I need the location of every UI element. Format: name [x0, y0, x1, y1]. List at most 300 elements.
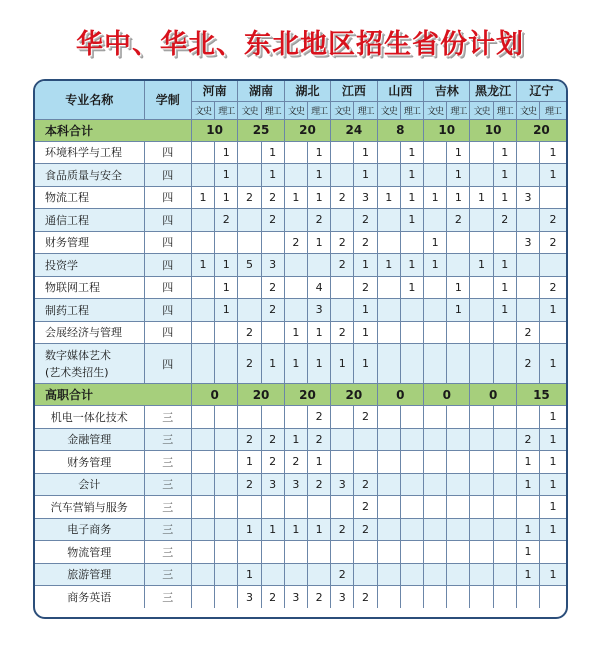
quota-cell — [284, 496, 307, 519]
quota-cell — [191, 518, 214, 541]
quota-cell — [470, 299, 493, 322]
quota-cell — [447, 406, 470, 429]
quota-cell: 2 — [540, 209, 566, 232]
quota-cell — [470, 428, 493, 451]
quota-cell: 1 — [400, 141, 423, 164]
quota-cell — [447, 473, 470, 496]
section-total-value: 15 — [516, 384, 566, 406]
quota-cell — [331, 209, 354, 232]
quota-cell — [516, 276, 539, 299]
page-title: 华中、华北、东北地区招生省份计划 — [76, 29, 524, 60]
quota-cell — [516, 209, 539, 232]
quota-cell — [331, 541, 354, 564]
quota-cell — [400, 541, 423, 564]
section-total-value: 20 — [516, 119, 566, 141]
quota-cell: 1 — [540, 428, 566, 451]
quota-cell — [447, 428, 470, 451]
quota-cell — [331, 428, 354, 451]
major-name-header: 专业名称 — [35, 81, 144, 119]
quota-cell: 1 — [354, 254, 377, 277]
section-total-value: 0 — [377, 384, 423, 406]
quota-cell: 2 — [215, 209, 238, 232]
major-row — [35, 254, 566, 277]
quota-cell — [284, 141, 307, 164]
quota-cell: 1 — [261, 164, 284, 187]
section-total-value: 25 — [238, 119, 284, 141]
quota-cell: 2 — [284, 231, 307, 254]
quota-cell: 2 — [540, 231, 566, 254]
quota-cell — [238, 406, 261, 429]
quota-cell: 1 — [307, 164, 330, 187]
quota-cell: 1 — [215, 299, 238, 322]
quota-cell — [470, 344, 493, 384]
quota-cell — [424, 209, 447, 232]
quota-cell — [400, 321, 423, 344]
stream-header-science: 理工 — [447, 101, 470, 119]
section-total-label: 高职合计 — [35, 384, 191, 406]
quota-cell — [261, 563, 284, 586]
quota-cell — [261, 321, 284, 344]
major-name: 商务英语 — [35, 586, 144, 609]
quota-cell — [307, 541, 330, 564]
program-length: 三 — [144, 451, 191, 474]
quota-cell — [516, 299, 539, 322]
quota-cell — [377, 496, 400, 519]
program-length: 三 — [144, 541, 191, 564]
quota-cell — [191, 164, 214, 187]
major-name: 制药工程 — [35, 299, 144, 322]
section-total-value: 8 — [377, 119, 423, 141]
major-name: 物流管理 — [35, 541, 144, 564]
quota-cell — [191, 428, 214, 451]
quota-cell — [424, 541, 447, 564]
quota-cell — [400, 586, 423, 609]
quota-cell — [284, 209, 307, 232]
quota-cell — [493, 451, 516, 474]
quota-cell: 2 — [238, 186, 261, 209]
quota-cell: 1 — [493, 186, 516, 209]
quota-cell: 1 — [307, 518, 330, 541]
quota-cell — [238, 209, 261, 232]
quota-cell — [470, 141, 493, 164]
quota-cell: 2 — [331, 254, 354, 277]
quota-cell — [354, 563, 377, 586]
quota-cell — [424, 428, 447, 451]
quota-cell — [377, 473, 400, 496]
quota-cell: 2 — [516, 428, 539, 451]
quota-cell: 2 — [261, 276, 284, 299]
major-name: 食品质量与安全 — [35, 164, 144, 187]
quota-cell: 1 — [215, 276, 238, 299]
province-header: 湖南 — [238, 81, 284, 101]
quota-cell — [191, 586, 214, 609]
stream-header-science: 理工 — [540, 101, 566, 119]
quota-cell — [424, 586, 447, 609]
quota-cell — [238, 541, 261, 564]
enrollment-plan-table — [35, 81, 566, 608]
quota-cell: 1 — [540, 406, 566, 429]
quota-cell — [493, 541, 516, 564]
program-length: 四 — [144, 276, 191, 299]
quota-cell — [215, 344, 238, 384]
quota-cell — [493, 231, 516, 254]
quota-cell — [424, 321, 447, 344]
section-total-value: 20 — [331, 384, 377, 406]
quota-cell: 2 — [354, 406, 377, 429]
quota-cell: 1 — [540, 451, 566, 474]
program-length: 三 — [144, 473, 191, 496]
quota-cell: 2 — [284, 451, 307, 474]
quota-cell: 1 — [447, 141, 470, 164]
quota-cell — [470, 231, 493, 254]
quota-cell — [493, 563, 516, 586]
quota-cell — [284, 276, 307, 299]
quota-cell: 2 — [354, 518, 377, 541]
quota-cell — [215, 541, 238, 564]
quota-cell: 2 — [238, 428, 261, 451]
quota-cell — [215, 406, 238, 429]
quota-cell: 1 — [354, 164, 377, 187]
section-total-row — [35, 384, 566, 406]
province-header: 吉林 — [424, 81, 470, 101]
major-row — [35, 299, 566, 322]
major-row — [35, 451, 566, 474]
quota-cell — [307, 563, 330, 586]
stream-header-science: 理工 — [307, 101, 330, 119]
quota-cell: 2 — [354, 586, 377, 609]
quota-cell: 1 — [516, 541, 539, 564]
quota-cell: 2 — [261, 451, 284, 474]
quota-cell: 1 — [493, 299, 516, 322]
quota-cell — [424, 406, 447, 429]
quota-cell: 1 — [284, 344, 307, 384]
quota-cell: 1 — [447, 276, 470, 299]
quota-cell — [215, 496, 238, 519]
quota-cell: 2 — [540, 276, 566, 299]
quota-cell: 1 — [377, 254, 400, 277]
quota-cell — [331, 496, 354, 519]
quota-cell: 1 — [400, 276, 423, 299]
quota-cell: 1 — [284, 321, 307, 344]
quota-cell — [493, 586, 516, 609]
quota-cell: 1 — [307, 231, 330, 254]
quota-cell — [424, 563, 447, 586]
quota-cell: 1 — [540, 164, 566, 187]
quota-cell — [377, 231, 400, 254]
header-row-provinces — [35, 81, 566, 101]
quota-cell — [470, 496, 493, 519]
program-length: 四 — [144, 299, 191, 322]
quota-cell — [238, 164, 261, 187]
major-name: 通信工程 — [35, 209, 144, 232]
quota-cell — [493, 473, 516, 496]
quota-cell: 1 — [493, 276, 516, 299]
major-name: 投资学 — [35, 254, 144, 277]
section-total-value: 20 — [284, 119, 330, 141]
quota-cell: 1 — [215, 254, 238, 277]
quota-cell — [447, 563, 470, 586]
enrollment-plan-frame — [33, 79, 568, 619]
quota-cell — [400, 518, 423, 541]
quota-cell — [470, 473, 493, 496]
major-row — [35, 344, 566, 384]
quota-cell — [331, 164, 354, 187]
quota-cell — [354, 451, 377, 474]
major-name: 会展经济与管理 — [35, 321, 144, 344]
quota-cell: 1 — [447, 164, 470, 187]
section-total-value: 10 — [424, 119, 470, 141]
quota-cell — [470, 518, 493, 541]
quota-cell — [238, 231, 261, 254]
quota-cell — [470, 586, 493, 609]
stream-header-liberal-arts: 文史 — [516, 101, 539, 119]
quota-cell: 2 — [354, 496, 377, 519]
quota-cell: 1 — [377, 186, 400, 209]
quota-cell — [377, 276, 400, 299]
quota-cell — [215, 231, 238, 254]
section-total-value: 10 — [470, 119, 516, 141]
quota-cell — [261, 231, 284, 254]
quota-cell: 2 — [354, 231, 377, 254]
quota-cell — [191, 473, 214, 496]
quota-cell — [377, 209, 400, 232]
program-length: 四 — [144, 321, 191, 344]
major-row — [35, 496, 566, 519]
quota-cell: 3 — [516, 186, 539, 209]
quota-cell: 1 — [307, 451, 330, 474]
quota-cell: 1 — [261, 518, 284, 541]
section-total-value: 0 — [191, 384, 237, 406]
quota-cell: 1 — [284, 186, 307, 209]
quota-cell — [261, 496, 284, 519]
quota-cell — [331, 451, 354, 474]
quota-cell: 2 — [354, 473, 377, 496]
province-header: 江西 — [331, 81, 377, 101]
quota-cell — [377, 321, 400, 344]
program-length: 三 — [144, 496, 191, 519]
major-row — [35, 164, 566, 187]
quota-cell: 3 — [331, 586, 354, 609]
quota-cell — [516, 254, 539, 277]
major-row — [35, 141, 566, 164]
quota-cell — [516, 406, 539, 429]
stream-header-liberal-arts: 文史 — [377, 101, 400, 119]
quota-cell — [238, 299, 261, 322]
quota-cell — [238, 276, 261, 299]
quota-cell — [191, 406, 214, 429]
quota-cell — [354, 541, 377, 564]
quota-cell: 1 — [540, 496, 566, 519]
quota-cell — [284, 406, 307, 429]
quota-cell — [400, 473, 423, 496]
quota-cell: 2 — [354, 276, 377, 299]
quota-cell: 1 — [540, 344, 566, 384]
quota-cell: 3 — [516, 231, 539, 254]
quota-cell — [493, 406, 516, 429]
quota-cell — [470, 563, 493, 586]
quota-cell — [215, 586, 238, 609]
major-row — [35, 586, 566, 609]
quota-cell: 2 — [238, 321, 261, 344]
quota-cell: 2 — [516, 344, 539, 384]
section-total-row — [35, 119, 566, 141]
quota-cell: 3 — [284, 586, 307, 609]
quota-cell: 3 — [331, 473, 354, 496]
quota-cell: 1 — [354, 141, 377, 164]
program-length: 四 — [144, 344, 191, 384]
quota-cell: 1 — [238, 518, 261, 541]
stream-header-liberal-arts: 文史 — [284, 101, 307, 119]
quota-cell: 2 — [447, 209, 470, 232]
quota-cell: 1 — [400, 254, 423, 277]
stream-header-liberal-arts: 文史 — [191, 101, 214, 119]
quota-cell: 1 — [354, 344, 377, 384]
quota-cell — [284, 254, 307, 277]
quota-cell: 1 — [307, 186, 330, 209]
stream-header-science: 理工 — [493, 101, 516, 119]
stream-header-science: 理工 — [215, 101, 238, 119]
quota-cell — [191, 141, 214, 164]
quota-cell: 1 — [215, 164, 238, 187]
program-length: 三 — [144, 586, 191, 609]
section-total-value: 20 — [238, 384, 284, 406]
section-total-label: 本科合计 — [35, 119, 191, 141]
stream-header-liberal-arts: 文史 — [424, 101, 447, 119]
quota-cell — [191, 299, 214, 322]
quota-cell — [493, 321, 516, 344]
quota-cell: 2 — [261, 428, 284, 451]
quota-cell — [400, 496, 423, 519]
quota-cell: 2 — [331, 563, 354, 586]
section-total-value: 10 — [191, 119, 237, 141]
quota-cell: 1 — [516, 473, 539, 496]
quota-cell — [400, 563, 423, 586]
program-length: 三 — [144, 518, 191, 541]
quota-cell — [331, 141, 354, 164]
major-row — [35, 428, 566, 451]
major-row — [35, 518, 566, 541]
program-length: 四 — [144, 186, 191, 209]
quota-cell — [540, 254, 566, 277]
major-row — [35, 321, 566, 344]
quota-cell — [215, 563, 238, 586]
quota-cell — [331, 276, 354, 299]
major-name: 电子商务 — [35, 518, 144, 541]
quota-cell: 1 — [331, 344, 354, 384]
quota-cell — [238, 496, 261, 519]
quota-cell — [424, 276, 447, 299]
quota-cell: 1 — [191, 186, 214, 209]
major-name: 旅游管理 — [35, 563, 144, 586]
quota-cell — [191, 344, 214, 384]
province-header: 黑龙江 — [470, 81, 516, 101]
quota-cell — [447, 496, 470, 519]
quota-cell — [516, 141, 539, 164]
quota-cell: 1 — [540, 518, 566, 541]
quota-cell: 1 — [261, 344, 284, 384]
quota-cell — [400, 344, 423, 384]
quota-cell — [400, 406, 423, 429]
quota-cell: 1 — [447, 186, 470, 209]
quota-cell — [284, 299, 307, 322]
quota-cell — [400, 428, 423, 451]
quota-cell: 1 — [400, 164, 423, 187]
major-name: 物联网工程 — [35, 276, 144, 299]
quota-cell — [377, 451, 400, 474]
quota-cell: 2 — [331, 231, 354, 254]
section-total-value: 0 — [424, 384, 470, 406]
quota-cell — [447, 518, 470, 541]
quota-cell: 1 — [493, 254, 516, 277]
quota-cell — [238, 141, 261, 164]
quota-cell: 1 — [238, 563, 261, 586]
section-total-value: 0 — [470, 384, 516, 406]
quota-cell — [377, 406, 400, 429]
quota-cell — [331, 406, 354, 429]
quota-cell — [424, 496, 447, 519]
major-row — [35, 186, 566, 209]
quota-cell: 1 — [516, 563, 539, 586]
major-row — [35, 406, 566, 429]
quota-cell — [424, 141, 447, 164]
stream-header-science: 理工 — [261, 101, 284, 119]
program-length: 三 — [144, 406, 191, 429]
major-row — [35, 209, 566, 232]
quota-cell — [400, 451, 423, 474]
quota-cell — [215, 428, 238, 451]
quota-cell — [447, 344, 470, 384]
quota-cell — [261, 541, 284, 564]
quota-cell: 1 — [307, 141, 330, 164]
quota-cell: 1 — [400, 186, 423, 209]
quota-cell — [215, 321, 238, 344]
quota-cell — [191, 321, 214, 344]
quota-cell — [191, 276, 214, 299]
quota-cell: 3 — [261, 254, 284, 277]
quota-cell: 1 — [354, 299, 377, 322]
quota-cell — [215, 518, 238, 541]
major-row — [35, 541, 566, 564]
quota-cell: 4 — [307, 276, 330, 299]
quota-cell — [493, 496, 516, 519]
quota-cell — [516, 496, 539, 519]
quota-cell — [354, 428, 377, 451]
quota-cell: 2 — [307, 428, 330, 451]
quota-cell: 2 — [307, 406, 330, 429]
quota-cell — [284, 164, 307, 187]
province-header: 山西 — [377, 81, 423, 101]
quota-cell: 1 — [307, 344, 330, 384]
major-name: 环境科学与工程 — [35, 141, 144, 164]
quota-cell — [470, 276, 493, 299]
quota-cell — [516, 164, 539, 187]
quota-cell — [400, 231, 423, 254]
province-header: 河南 — [191, 81, 237, 101]
program-length: 四 — [144, 254, 191, 277]
quota-cell — [191, 496, 214, 519]
quota-cell: 1 — [540, 563, 566, 586]
quota-cell — [447, 254, 470, 277]
province-header: 辽宁 — [516, 81, 566, 101]
major-name: 机电一体化技术 — [35, 406, 144, 429]
quota-cell — [540, 186, 566, 209]
major-row — [35, 473, 566, 496]
major-name: 会计 — [35, 473, 144, 496]
major-row — [35, 563, 566, 586]
quota-cell — [470, 321, 493, 344]
quota-cell: 1 — [493, 164, 516, 187]
quota-cell — [424, 451, 447, 474]
